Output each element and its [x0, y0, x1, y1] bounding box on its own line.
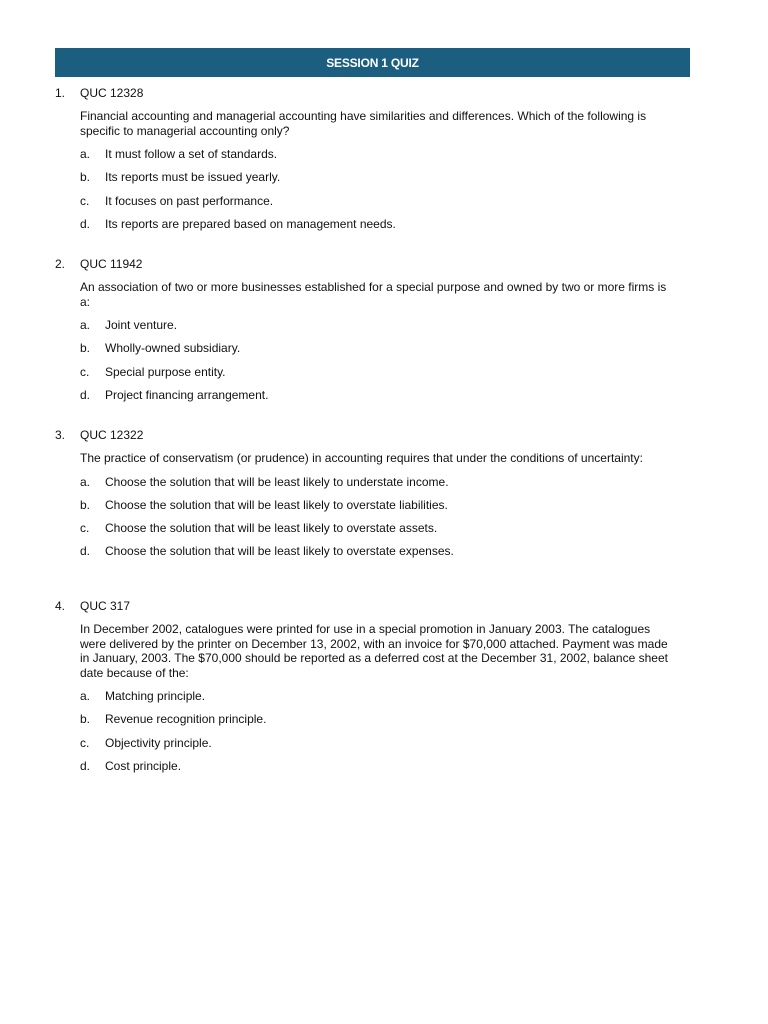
option-text: Matching principle. — [105, 689, 206, 703]
answer-option-b — [80, 712, 675, 735]
question-code: QUC 12322 — [80, 428, 144, 442]
option-text: Choose the solution that will be least likely to understate income. — [105, 474, 449, 489]
answer-option-b — [80, 170, 675, 193]
option-letter: b. — [80, 497, 91, 512]
option-text: Its reports are prepared based on management needs. — [105, 216, 396, 231]
option-text: It must follow a set of standards. — [105, 147, 278, 161]
question-stem: In December 2002, catalogues were printed for use in a special promotion in January 2003. The catalogues were delivered by the printer on December 13, 2002, with an invoice for $70,000 attached. Payment was made in January, 2003. The $70,000 should be reported as a deferred cost at the December 31, 2002, balance sheet date because of the: — [80, 622, 668, 680]
answer-option-d — [80, 388, 675, 411]
question-4 — [55, 599, 675, 782]
answer-option-b — [80, 341, 675, 364]
option-text: It focuses on past performance. — [105, 193, 274, 208]
option-letter: a. — [80, 474, 91, 489]
option-letter: b. — [80, 341, 91, 356]
question-3 — [55, 428, 675, 568]
answer-option-d — [80, 217, 675, 240]
option-text: Special purpose entity. — [105, 364, 226, 379]
answer-options — [80, 689, 675, 782]
option-letter: d. — [80, 387, 91, 402]
option-letter: d. — [80, 216, 91, 231]
option-letter: d. — [80, 758, 91, 773]
answer-option-c — [80, 736, 675, 759]
option-letter: a. — [80, 689, 91, 703]
option-letter: b. — [80, 170, 91, 185]
answer-option-a — [80, 475, 675, 498]
option-letter: c. — [80, 735, 90, 750]
answer-option-a — [80, 147, 675, 170]
question-1 — [55, 86, 675, 240]
question-code: QUC 12328 — [80, 86, 144, 100]
answer-options — [80, 475, 675, 568]
answer-option-c — [80, 521, 675, 544]
option-text: Joint venture. — [105, 318, 178, 332]
question-stem: An association of two or more businesses established for a special purpose and owned by two or more firms is a: — [80, 280, 667, 309]
answer-option-a — [80, 318, 675, 341]
option-text: Choose the solution that will be least likely to overstate assets. — [105, 521, 438, 536]
answer-option-c — [80, 365, 675, 388]
question-stem: The practice of conservatism (or prudence) in accounting requires that under the conditions of uncertainty: — [80, 451, 643, 465]
option-text: Choose the solution that will be least likely to overstate expenses. — [105, 544, 454, 559]
option-text: Cost principle. — [105, 758, 182, 773]
option-letter: c. — [80, 193, 90, 208]
option-text: Revenue recognition principle. — [105, 712, 267, 727]
option-letter: a. — [80, 318, 91, 332]
question-number: 3. — [55, 428, 66, 442]
option-text: Choose the solution that will be least likely to overstate liabilities. — [105, 497, 448, 512]
option-letter: a. — [80, 147, 91, 161]
option-text: Objectivity principle. — [105, 735, 212, 750]
answer-option-a — [80, 689, 675, 712]
question-number: 2. — [55, 257, 66, 271]
option-text: Project financing arrangement. — [105, 387, 269, 402]
answer-option-b — [80, 498, 675, 521]
option-letter: c. — [80, 364, 90, 379]
question-number: 4. — [55, 599, 66, 613]
answer-option-d — [80, 759, 675, 782]
answer-option-c — [80, 194, 675, 217]
option-text: Wholly-owned subsidiary. — [105, 341, 241, 356]
option-letter: d. — [80, 544, 91, 559]
option-text: Its reports must be issued yearly. — [105, 170, 281, 185]
quiz-title: SESSION 1 QUIZ — [326, 55, 419, 70]
answer-options — [80, 147, 675, 240]
question-stem: Financial accounting and managerial accounting have similarities and differences. Which of the following is specific to managerial accounting only? — [80, 109, 647, 138]
option-letter: b. — [80, 712, 91, 727]
option-letter: c. — [80, 521, 90, 536]
question-number: 1. — [55, 86, 66, 100]
answer-option-d — [80, 544, 675, 567]
question-code: QUC 317 — [80, 599, 131, 613]
quiz-header-bar — [55, 48, 690, 77]
question-2 — [55, 257, 675, 411]
question-code: QUC 11942 — [80, 257, 143, 271]
answer-options — [80, 318, 675, 411]
